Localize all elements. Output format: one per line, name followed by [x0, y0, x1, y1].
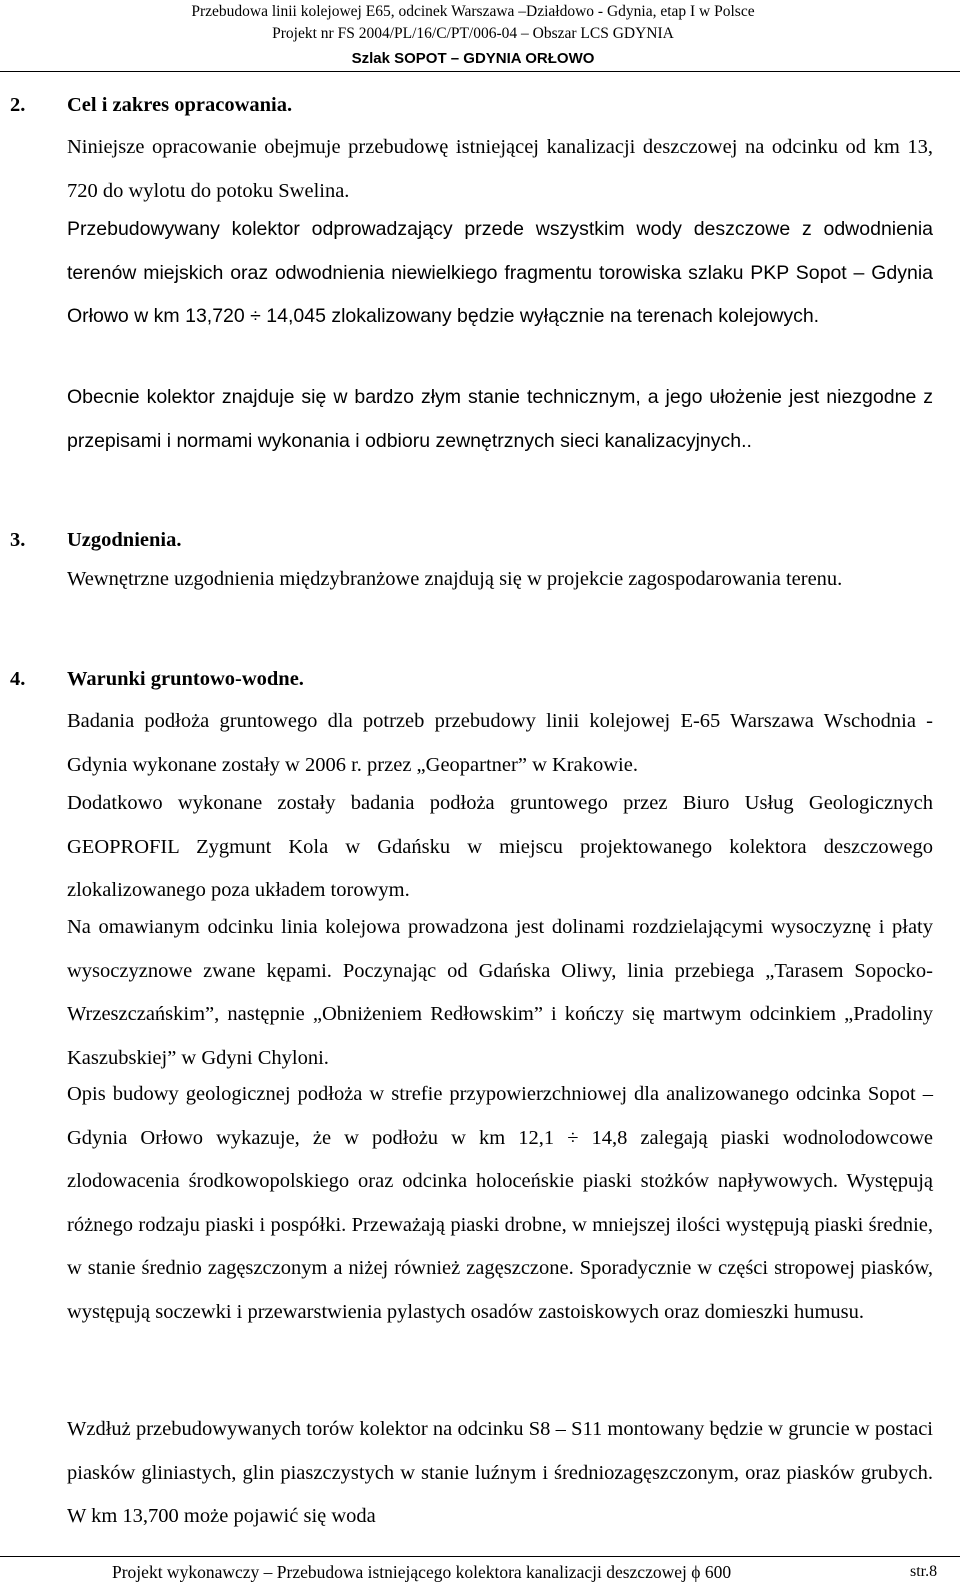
section-title: Warunki gruntowo-wodne.	[67, 668, 304, 690]
footer-divider	[0, 1556, 960, 1557]
paragraph-route-geography: Na omawianym odcinku linia kolejowa prowadzona jest dolinami rozdzielającymi wysoczyznę i płaty wysoczyznowe zwane kępami. Poczynając od Gdańska Oliwy, linia przebiega „Tarasem Sopocko-Wrzeszczańskim”, następnie „Obniżeniem Redłowskim” i kończy się martwym odcinkiem „Pradoliny Kaszubskiej” w Gdyni Chyloni.	[67, 916, 933, 1069]
header-project-number: Projekt nr FS 2004/PL/16/C/PT/006-04 – Obszar LCS GDYNIA	[272, 25, 674, 42]
header-divider	[0, 71, 960, 72]
paragraph-soil-research: Badania podłoża gruntowego dla potrzeb przebudowy linii kolejowej E-65 Warszawa Wschodnia - Gdynia wykonane zostały w 2006 r. przez „Geopartner” w Krakowie.	[67, 710, 933, 776]
paragraph-collector-condition: Obecnie kolektor znajduje się w bardzo złym stanie technicznym, a jego ułożenie jest niezgodne z przepisami i normami wykonania i odbioru zewnętrznych sieci kanalizacyjnych..	[67, 386, 933, 452]
footer-text: Projekt wykonawczy – Przebudowa istniejącego kolektora kanalizacji deszczowej ϕ 600	[112, 1562, 732, 1582]
section-number: 3.	[10, 529, 26, 551]
paragraph-scope: Niniejsze opracowanie obejmuje przebudowę istniejącej kanalizacji deszczowej na odcinku od km 13, 720 do wylotu do potoku Swelina.	[67, 136, 933, 202]
paragraph-collector-description: Przebudowywany kolektor odprowadzający przede wszystkim wody deszczowe z odwodnienia terenów miejskich oraz odwodnienia niewielkiego fragmentu torowiska szlaku PKP Sopot – Gdynia Orłowo w km 13,720 ÷ 14,045 zlokalizowany będzie wyłącznie na terenach kolejowych.	[67, 218, 933, 328]
page-number: str.8	[910, 1563, 938, 1580]
section-heading-3	[10, 524, 181, 556]
paragraph-soil-along-tracks: Wzdłuż przebudowywanych torów kolektor na odcinku S8 – S11 montowany będzie w gruncie w postaci piasków gliniastych, glin piaszczystych w stanie luźnym i średniozagęszczonym, oraz piasków grubych. W km 13,700 może pojawić się woda	[67, 1418, 933, 1528]
section-heading-2	[10, 89, 292, 121]
header-route: Szlak SOPOT – GDYNIA ORŁOWO	[351, 50, 595, 67]
paragraph-additional-research: Dodatkowo wykonane zostały badania podłoża gruntowego przez Biuro Usług Geologicznych GEOPROFIL Zygmunt Kola w Gdańsku w miejscu projektowanego kolektora deszczowego zlokalizowanego poza układem torowym.	[67, 792, 933, 902]
section-number: 4.	[10, 668, 26, 690]
paragraph-geology: Opis budowy geologicznej podłoża w strefie przypowierzchniowej dla analizowanego odcinka Sopot – Gdynia Orłowo wykazuje, że w podłożu w km 12,1 ÷ 14,8 zalegają piaski wodnolodowcowe zlodowacenia środkowopolskiego oraz odcinka holoceńskie piaski stożków napływowych. Występują różnego rodzaju piaski i pospółki. Przeważają piaski drobne, w mniejszej ilości występują piaski średnie, w stanie średnio zagęszczonym a niżej również zagęszczone. Sporadycznie w części stropowej piasków, występują soczewki i przewarstwienia pylastych osadów zastoiskowych oraz domieszki humusu.	[67, 1083, 933, 1323]
section-title: Uzgodnienia.	[67, 529, 182, 551]
paragraph-agreements: Wewnętrzne uzgodnienia międzybranżowe znajdują się w projekcie zagospodarowania terenu.	[67, 568, 843, 590]
section-title: Cel i zakres opracowania.	[67, 94, 293, 116]
header-project-title: Przebudowa linii kolejowej E65, odcinek Warszawa –Działdowo - Gdynia, etap I w Polsce	[191, 3, 755, 20]
section-number: 2.	[10, 94, 26, 116]
section-heading-4	[10, 663, 304, 695]
